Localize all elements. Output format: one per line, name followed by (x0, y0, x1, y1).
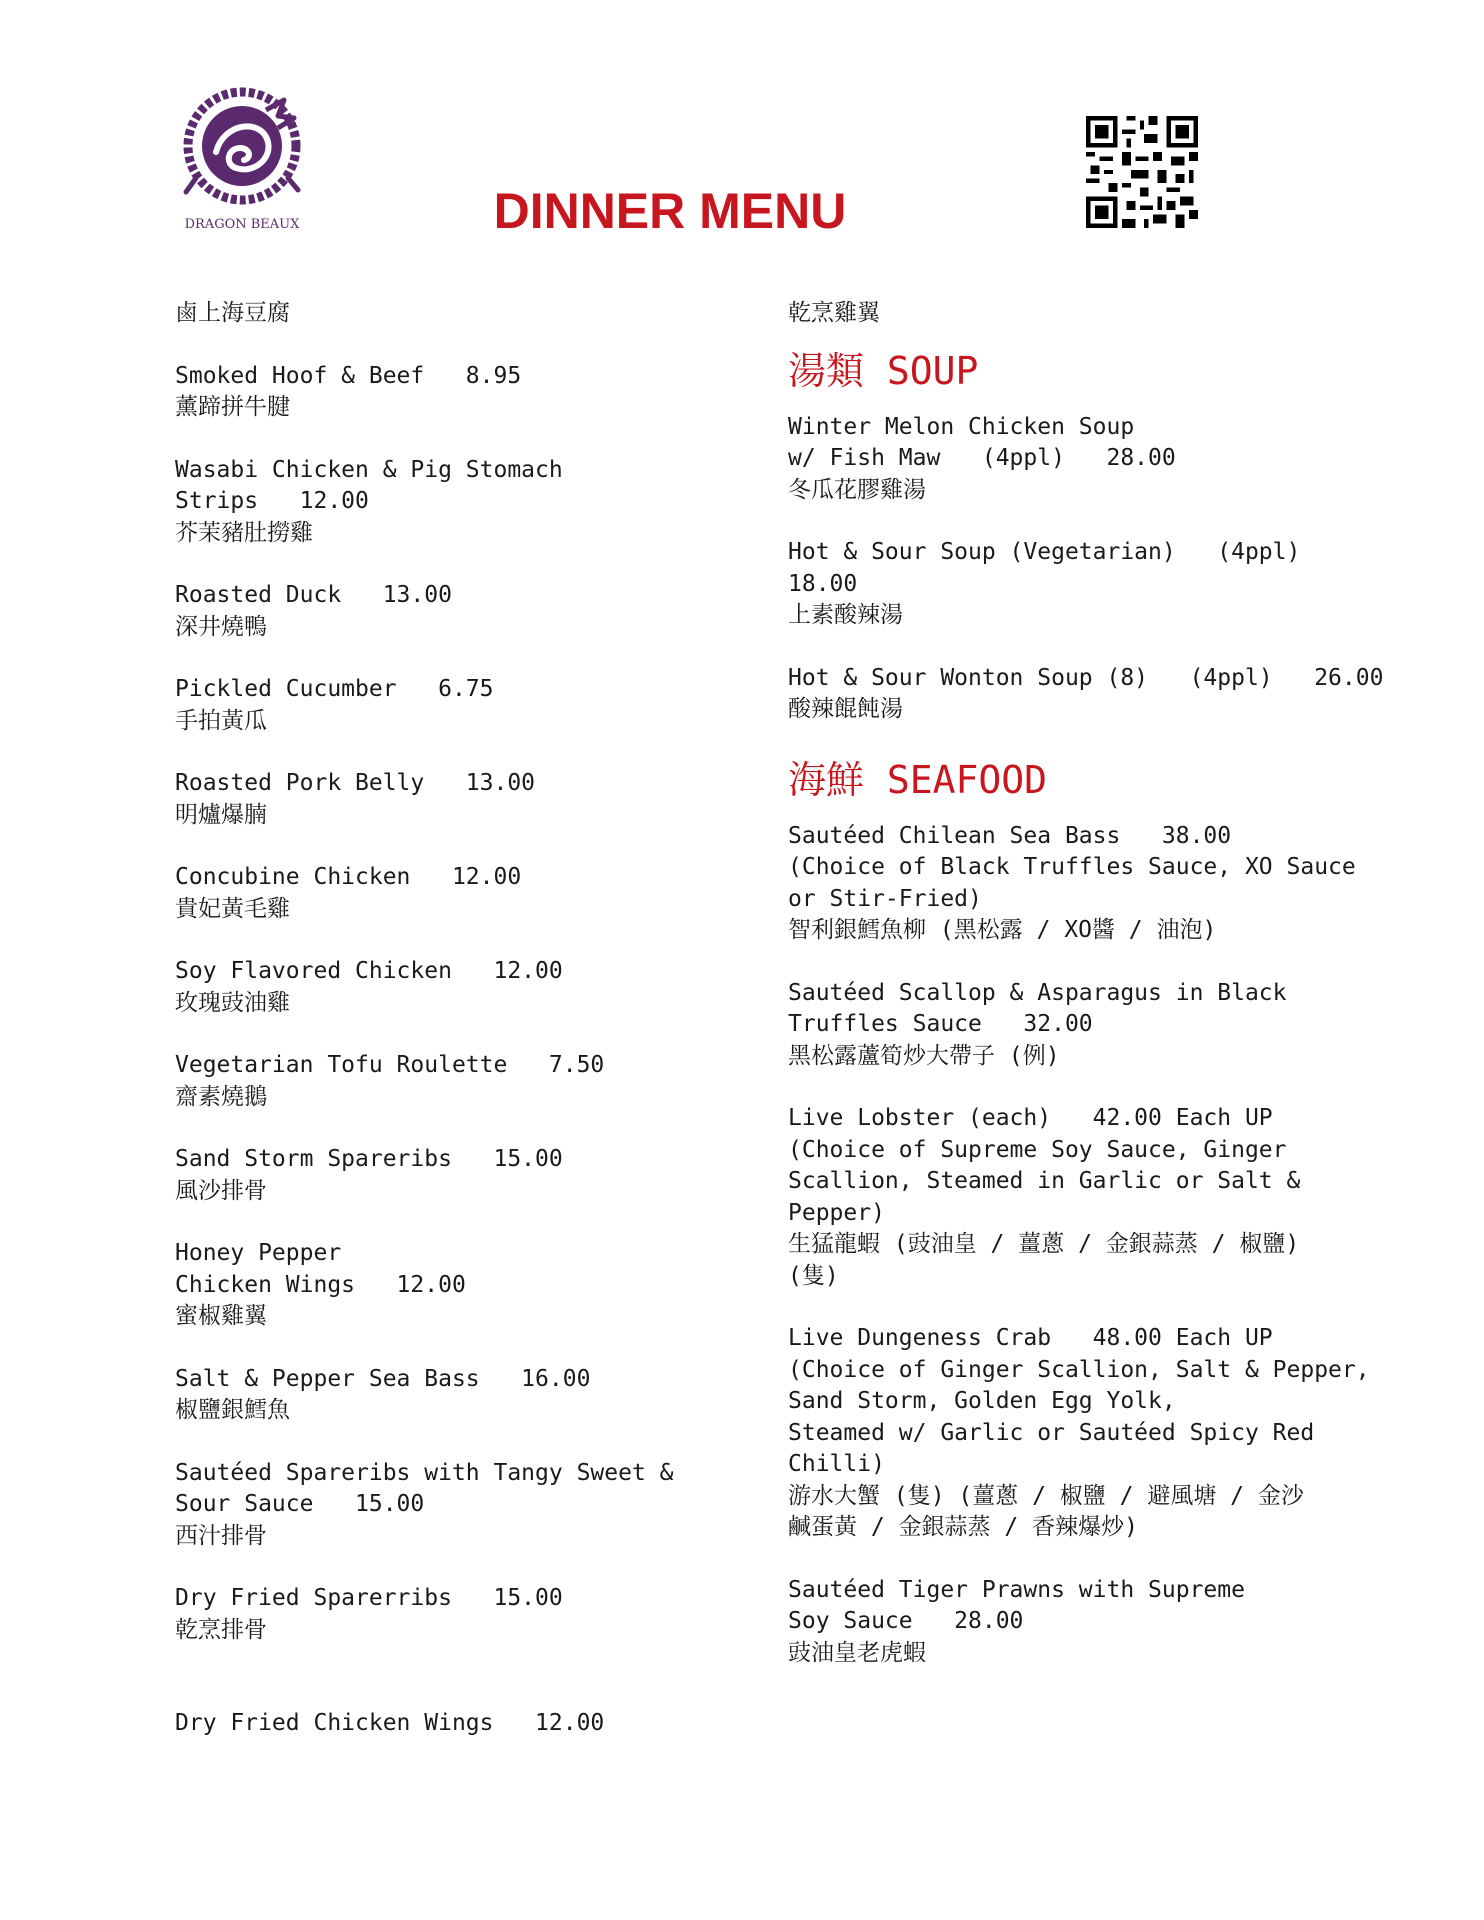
menu-item-line: Pepper) (788, 1199, 885, 1226)
brand-name: DRAGON BEAUX (184, 217, 300, 232)
menu-item-line: or Stir-Fried) (788, 885, 982, 912)
menu-item-line: 游水大蟹 (隻) (薑蔥 / 椒鹽 / 避風塘 / 金沙 (788, 1482, 1304, 1509)
menu-item-line: Soy Flavored Chicken 12.00 (175, 958, 563, 984)
menu-item (175, 862, 735, 925)
menu-item-line: Winter Melon Chicken Soup (788, 413, 1135, 440)
menu-item-line: Hot & Sour Soup (Vegetarian) (4ppl) (788, 539, 1301, 565)
menu-item-line: 芥茉豬肚撈雞 (175, 519, 313, 546)
menu-item-line: 鹵上海豆腐 (175, 300, 290, 326)
menu-item (175, 1144, 735, 1207)
menu-item-line: Soy Sauce 28.00 (788, 1608, 1024, 1634)
menu-item-line: Dry Fried Sparerribs 15.00 (175, 1585, 563, 1611)
menu-item (175, 1364, 735, 1427)
menu-item (175, 956, 735, 1019)
menu-item-line: 上素酸辣湯 (788, 602, 903, 628)
menu-item-line: w/ Fish Maw (4ppl) 28.00 (788, 445, 1176, 471)
seafood-section-title: 海鮮 SEAFOOD (788, 757, 1048, 802)
menu-item-line: Pickled Cucumber 6.75 (175, 676, 494, 702)
menu-item (788, 1575, 1348, 1670)
menu-item (788, 1323, 1370, 1544)
menu-item-line: 乾烹排骨 (175, 1616, 267, 1643)
menu-item (788, 537, 1348, 632)
menu-item (175, 298, 735, 330)
menu-item-line: 18.00 (788, 570, 858, 597)
menu-item-line: 手拍黃瓜 (175, 707, 267, 734)
dragon-beaux-logo (172, 82, 312, 238)
menu-item-line: Scallion, Steamed in Garlic or Salt & (788, 1168, 1301, 1194)
menu-item-line: 明爐爆腩 (175, 801, 267, 828)
menu-item-line: Chicken Wings 12.00 (175, 1271, 466, 1298)
menu-item-line: Hot & Sour Wonton Soup (8) (4ppl) 26.00 (788, 664, 1384, 691)
menu-item-line: 風沙排骨 (175, 1177, 267, 1204)
menu-item (175, 674, 735, 737)
menu-item-line: Truffles Sauce 32.00 (788, 1011, 1093, 1037)
seafood-items (788, 821, 1370, 1670)
menu-item (788, 412, 1348, 507)
menu-item-line: Salt & Pepper Sea Bass 16.00 (175, 1365, 591, 1392)
menu-item (788, 1103, 1348, 1292)
menu-item-line: Sautéed Scallop & Asparagus in Black (788, 979, 1287, 1006)
menu-item-line: Chilli) (788, 1451, 885, 1477)
menu-item-line: Smoked Hoof & Beef 8.95 (175, 362, 522, 389)
menu-item-line: Sautéed Tiger Prawns with Supreme (788, 1576, 1245, 1603)
menu-item-line: 鹹蛋黃 / 金銀蒜蒸 / 香辣爆炒) (788, 1514, 1138, 1540)
menu-item-line: 薰蹄拼牛腱 (175, 394, 290, 420)
menu-item-line: 酸辣餛飩湯 (788, 696, 903, 722)
menu-item (788, 298, 1348, 330)
menu-item-line: Strips 12.00 (175, 488, 369, 514)
menu-item-line: (Choice of Supreme Soy Sauce, Ginger (788, 1136, 1287, 1163)
menu-item-line: Vegetarian Tofu Roulette 7.50 (175, 1052, 605, 1078)
soup-items (788, 412, 1384, 726)
menu-item-line: (隻) (788, 1262, 839, 1289)
menu-item-line: 乾烹雞翼 (788, 300, 880, 326)
menu-item-line: Steamed w/ Garlic or Sautéed Spicy Red (788, 1419, 1315, 1446)
menu-item-line: Sautéed Spareribs with Tangy Sweet & (175, 1459, 674, 1486)
menu-item-line: 貴妃黃毛雞 (175, 895, 290, 922)
menu-item-line: 齋素燒鵝 (175, 1083, 267, 1110)
menu-item-line: Sand Storm Spareribs 15.00 (175, 1146, 563, 1172)
menu-item-line: 椒鹽銀鱈魚 (175, 1397, 290, 1423)
menu-item-line: Live Dungeness Crab 48.00 Each UP (788, 1325, 1273, 1351)
menu-item-line: Roasted Pork Belly 13.00 (175, 770, 536, 796)
menu-item (175, 361, 735, 424)
menu-item (175, 580, 735, 643)
qr-code-icon[interactable] (1086, 116, 1198, 228)
menu-item-line: 深井燒鴨 (175, 613, 267, 640)
menu-item-line: (Choice of Black Truffles Sauce, XO Sauce (788, 854, 1356, 880)
menu-item-line: 西汁排骨 (175, 1522, 267, 1549)
soup-section-title: 湯類 SOUP (788, 348, 979, 393)
menu-item-line: Honey Pepper (175, 1240, 342, 1266)
menu-item-line: 玫瑰豉油雞 (175, 989, 290, 1016)
menu-item-line: (Choice of Ginger Scallion, Salt & Pepper, (788, 1356, 1370, 1383)
menu-item-line: Roasted Duck 13.00 (175, 582, 452, 608)
menu-item-line: Wasabi Chicken & Pig Stomach (175, 456, 563, 483)
menu-item-line: 黑松露蘆筍炒大帶子 (例) (788, 1042, 1060, 1069)
menu-item-line: 蜜椒雞翼 (175, 1303, 267, 1329)
menu-item (788, 821, 1356, 947)
page-title: DINNER MENU (493, 183, 847, 239)
right-menu-column (788, 298, 1384, 1700)
menu-item (175, 1708, 735, 1740)
menu-item (175, 1458, 735, 1553)
menu-item-line: 豉油皇老虎蝦 (788, 1639, 926, 1666)
menu-item (175, 768, 735, 831)
menu-item (175, 455, 735, 550)
left-menu-column (175, 298, 735, 1771)
menu-item-line: Dry Fried Chicken Wings 12.00 (175, 1710, 605, 1736)
menu-item (175, 1238, 735, 1333)
menu-item-line: 生猛龍蝦 (豉油皇 / 薑蔥 / 金銀蒜蒸 / 椒鹽) (788, 1231, 1300, 1257)
menu-item (175, 1050, 735, 1113)
menu-item-line: Sour Sauce 15.00 (175, 1491, 425, 1517)
menu-item-line: 智利銀鱈魚柳 (黑松露 / XO醬 / 油泡) (788, 917, 1217, 943)
menu-item-line: 冬瓜花膠雞湯 (788, 476, 926, 503)
menu-item (175, 1583, 735, 1646)
menu-item (788, 978, 1348, 1073)
menu-item-line: Live Lobster (each) 42.00 Each UP (788, 1105, 1273, 1131)
menu-item (788, 663, 1384, 726)
menu-item-line: Sautéed Chilean Sea Bass 38.00 (788, 822, 1232, 849)
menu-item-line: Sand Storm, Golden Egg Yolk, (788, 1388, 1176, 1414)
menu-item-line: Concubine Chicken 12.00 (175, 864, 522, 890)
